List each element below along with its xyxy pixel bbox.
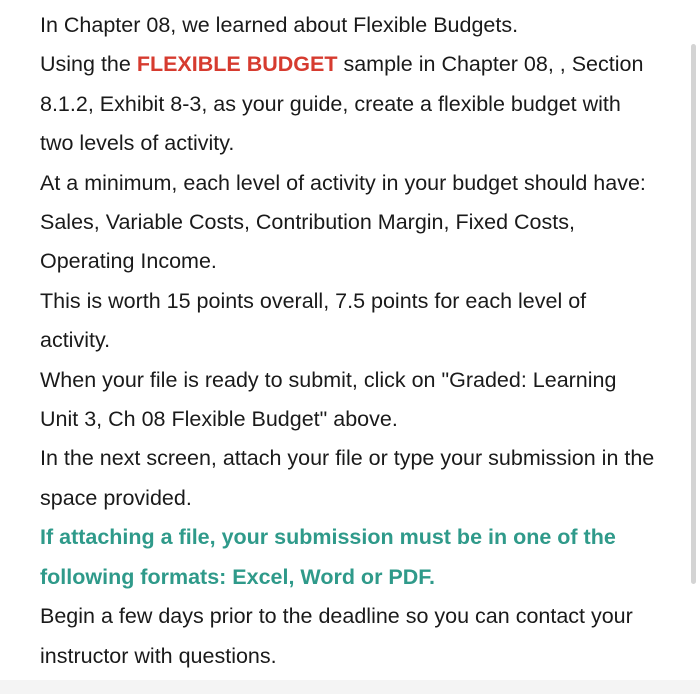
paragraph-flexible-budget-sample — [40, 45, 655, 163]
flexible-budget-highlight: FLEXIBLE BUDGET — [136, 52, 338, 77]
scrollbar-thumb[interactable] — [691, 44, 696, 584]
bottom-edge — [0, 680, 700, 694]
paragraph-minimum-items: At a minimum, each level of activity in your budget should have: Sales, Variable Costs, Contribution Margin, Fixed Costs, Operating Income. — [40, 170, 646, 274]
paragraph-file-formats: If attaching a file, your submission must be in one of the following formats: Excel, Word or PDF. — [40, 525, 616, 589]
paragraph-attach-file: In the next screen, attach your file or type your submission in the space provided. — [40, 446, 655, 510]
text-using-the: Using the — [40, 52, 137, 77]
paragraph-chapter-intro: In Chapter 08, we learned about Flexible Budgets. — [40, 13, 519, 37]
instructions-text — [40, 6, 655, 676]
paragraph-points: This is worth 15 points overall, 7.5 points for each level of activity. — [40, 288, 587, 353]
paragraph-submit-instructions: When your file is ready to submit, click on "Graded: Learning Unit 3, Ch 08 Flexible Budget" above. — [40, 367, 617, 432]
text-sample-details: sample in Chapter 08, , Section 8.1.2, Exhibit 8-3, as your guide, create a flexible budget with two levels of activity. — [40, 52, 644, 156]
paragraph-deadline-advice: Begin a few days prior to the deadline so you can contact your instructor with questions. — [40, 604, 633, 668]
